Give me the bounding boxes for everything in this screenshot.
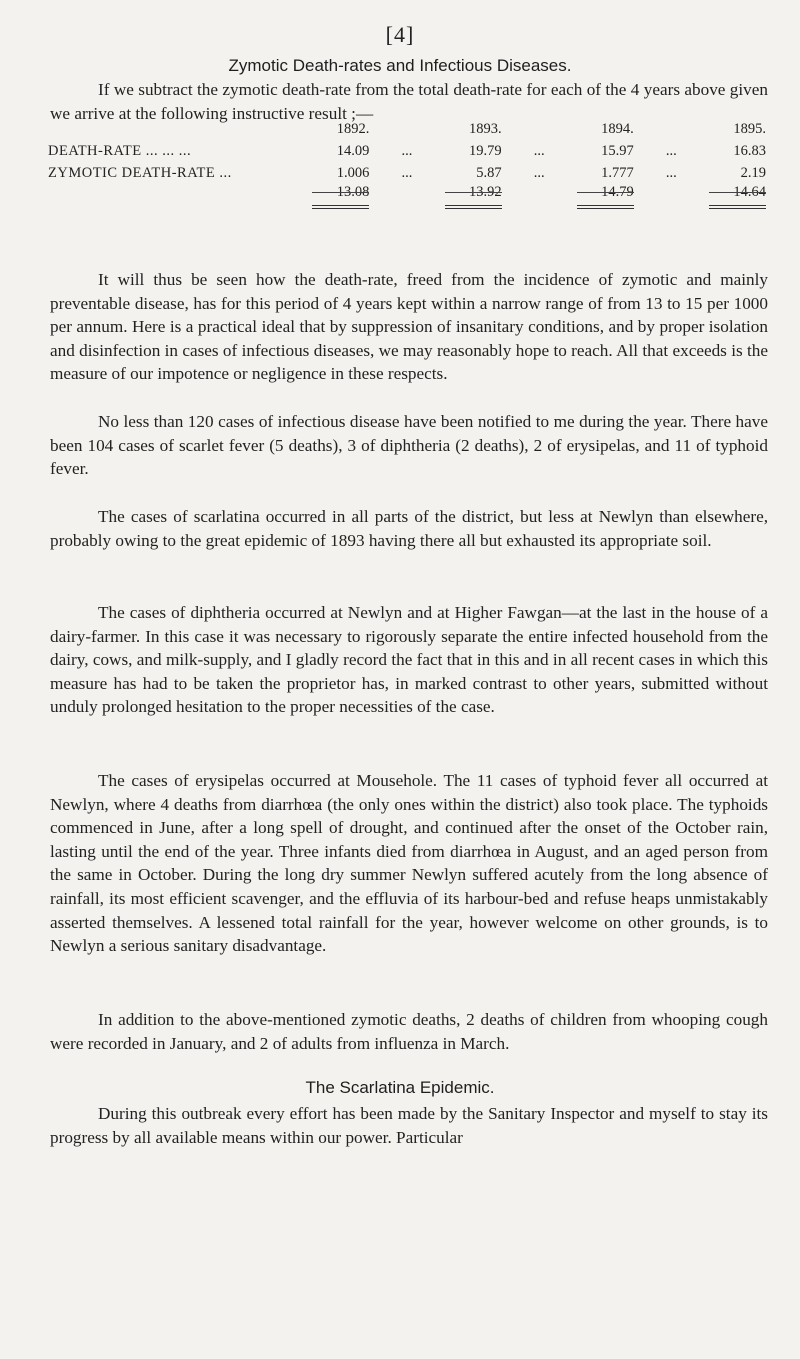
sum-rule bbox=[312, 192, 369, 193]
leader-dots: ... bbox=[665, 142, 677, 159]
table-cell: 16.83 bbox=[733, 142, 766, 159]
year-header: 1894. bbox=[601, 120, 634, 137]
double-rule bbox=[445, 205, 502, 209]
page-number: [4] bbox=[385, 22, 415, 47]
row-label: DEATH-RATE ... ... ... bbox=[48, 142, 192, 159]
sum-rule bbox=[445, 192, 502, 193]
double-rule bbox=[312, 205, 369, 209]
intro-paragraph: If we subtract the zymotic death-rate from the total death-rate for each of the 4 years above given we arrive at the following instructive result ;— bbox=[50, 80, 768, 123]
table-cell: 2.19 bbox=[740, 164, 766, 181]
table-row bbox=[48, 162, 766, 184]
paragraph-whooping-cough: In addition to the above-mentioned zymotic deaths, 2 deaths of children from whooping cough were recorded in January, and 2 of adults from influenza in March. bbox=[50, 1010, 768, 1053]
table-cell: 5.87 bbox=[476, 164, 502, 181]
section-heading-scarlatina: The Scarlatina Epidemic. bbox=[305, 1078, 495, 1097]
death-rate-table bbox=[48, 118, 766, 209]
year-header: 1895. bbox=[733, 120, 766, 137]
table-totals-row bbox=[48, 184, 766, 209]
leader-dots: ... bbox=[533, 142, 545, 159]
section-heading-zymotic: Zymotic Death-rates and Infectious Diseases. bbox=[228, 56, 572, 75]
year-header: 1892. bbox=[336, 120, 370, 137]
double-rule bbox=[709, 205, 766, 209]
total-cell: 13.92 bbox=[468, 184, 502, 200]
table-header-row bbox=[48, 118, 766, 140]
year-header: 1893. bbox=[468, 120, 502, 137]
table-cell: 19.79 bbox=[468, 142, 502, 159]
total-cell: 13.08 bbox=[336, 184, 370, 200]
leader-dots: ... bbox=[401, 142, 413, 159]
table-row bbox=[48, 140, 766, 162]
paragraph-cases-notified: No less than 120 cases of infectious disease have been notified to me during the year. There have been 104 cases of scarlet fever (5 deaths), 3 of diphtheria (2 deaths), 2 of erysipelas, and 11 of typhoid fever. bbox=[50, 412, 768, 479]
table-cell: 14.09 bbox=[336, 142, 370, 159]
leader-dots: ... bbox=[665, 164, 677, 181]
total-cell: 14.64 bbox=[733, 184, 766, 200]
table-cell: 15.97 bbox=[601, 142, 634, 159]
leader-dots: ... bbox=[401, 164, 413, 181]
sum-rule bbox=[709, 192, 766, 193]
table-cell: 1.006 bbox=[336, 164, 370, 181]
sum-rule bbox=[577, 192, 634, 193]
paragraph-death-rate-summary: It will thus be seen how the death-rate, freed from the incidence of zymotic and mainly preventable disease, has for this period of 4 years kept within a narrow range of from 13 to 15 per 1000 per annum. Here is a practical ideal that by suppression of insanitary conditions, and by proper isolation and disinfection in cases of infectious diseases, we may reasonably hope to reach. All that exceeds is the measure of our impotence or negligence in these respects. bbox=[50, 270, 768, 384]
row-label: ZYMOTIC DEATH-RATE ... bbox=[48, 164, 232, 181]
table-cell: 1.777 bbox=[601, 164, 634, 181]
double-rule bbox=[577, 205, 634, 209]
paragraph-scarlatina: The cases of scarlatina occurred in all parts of the district, but less at Newlyn than elsewhere, probably owing to the great epidemic of 1893 having there all but exhausted its appropriate soil. bbox=[50, 507, 768, 550]
paragraph-erysipelas-typhoid: The cases of erysipelas occurred at Mousehole. The 11 cases of typhoid fever all occurred at Newlyn, where 4 deaths from diarrhœa (the only ones within the district) also took place. The typhoids commenced in June, after a long spell of drought, and continued after the onset of the October rain, lasting until the end of the year. Three infants died from diarrhœa in August, and an aged person from the same in October. During the long dry summer Newlyn suffered acutely from the long absence of rainfall, its most efficient scavenger, and the effluvia of its harbour-bed and refuse heaps unmistakably asserted themselves. A lessened total rainfall for the year, however welcome on other grounds, is to Newlyn a serious sanitary disadvantage. bbox=[50, 771, 768, 956]
paragraph-diphtheria: The cases of diphtheria occurred at Newlyn and at Higher Fawgan—at the last in the house of a dairy-farmer. In this case it was necessary to rigorously separate the entire infected household from the dairy, cows, and milk-supply, and I gladly record the fact that in this and in all recent cases in which this measure has had to be taken the proprietor has, in marked contrast to other years, submitted without unduly prolonged hesitation to the proper necessities of the case. bbox=[50, 603, 768, 717]
paragraph-outbreak: During this outbreak every effort has been made by the Sanitary Inspector and myself to stay its progress by all available means within our power. Particular bbox=[50, 1104, 768, 1147]
leader-dots: ... bbox=[533, 164, 545, 181]
total-cell: 14.79 bbox=[601, 184, 634, 200]
